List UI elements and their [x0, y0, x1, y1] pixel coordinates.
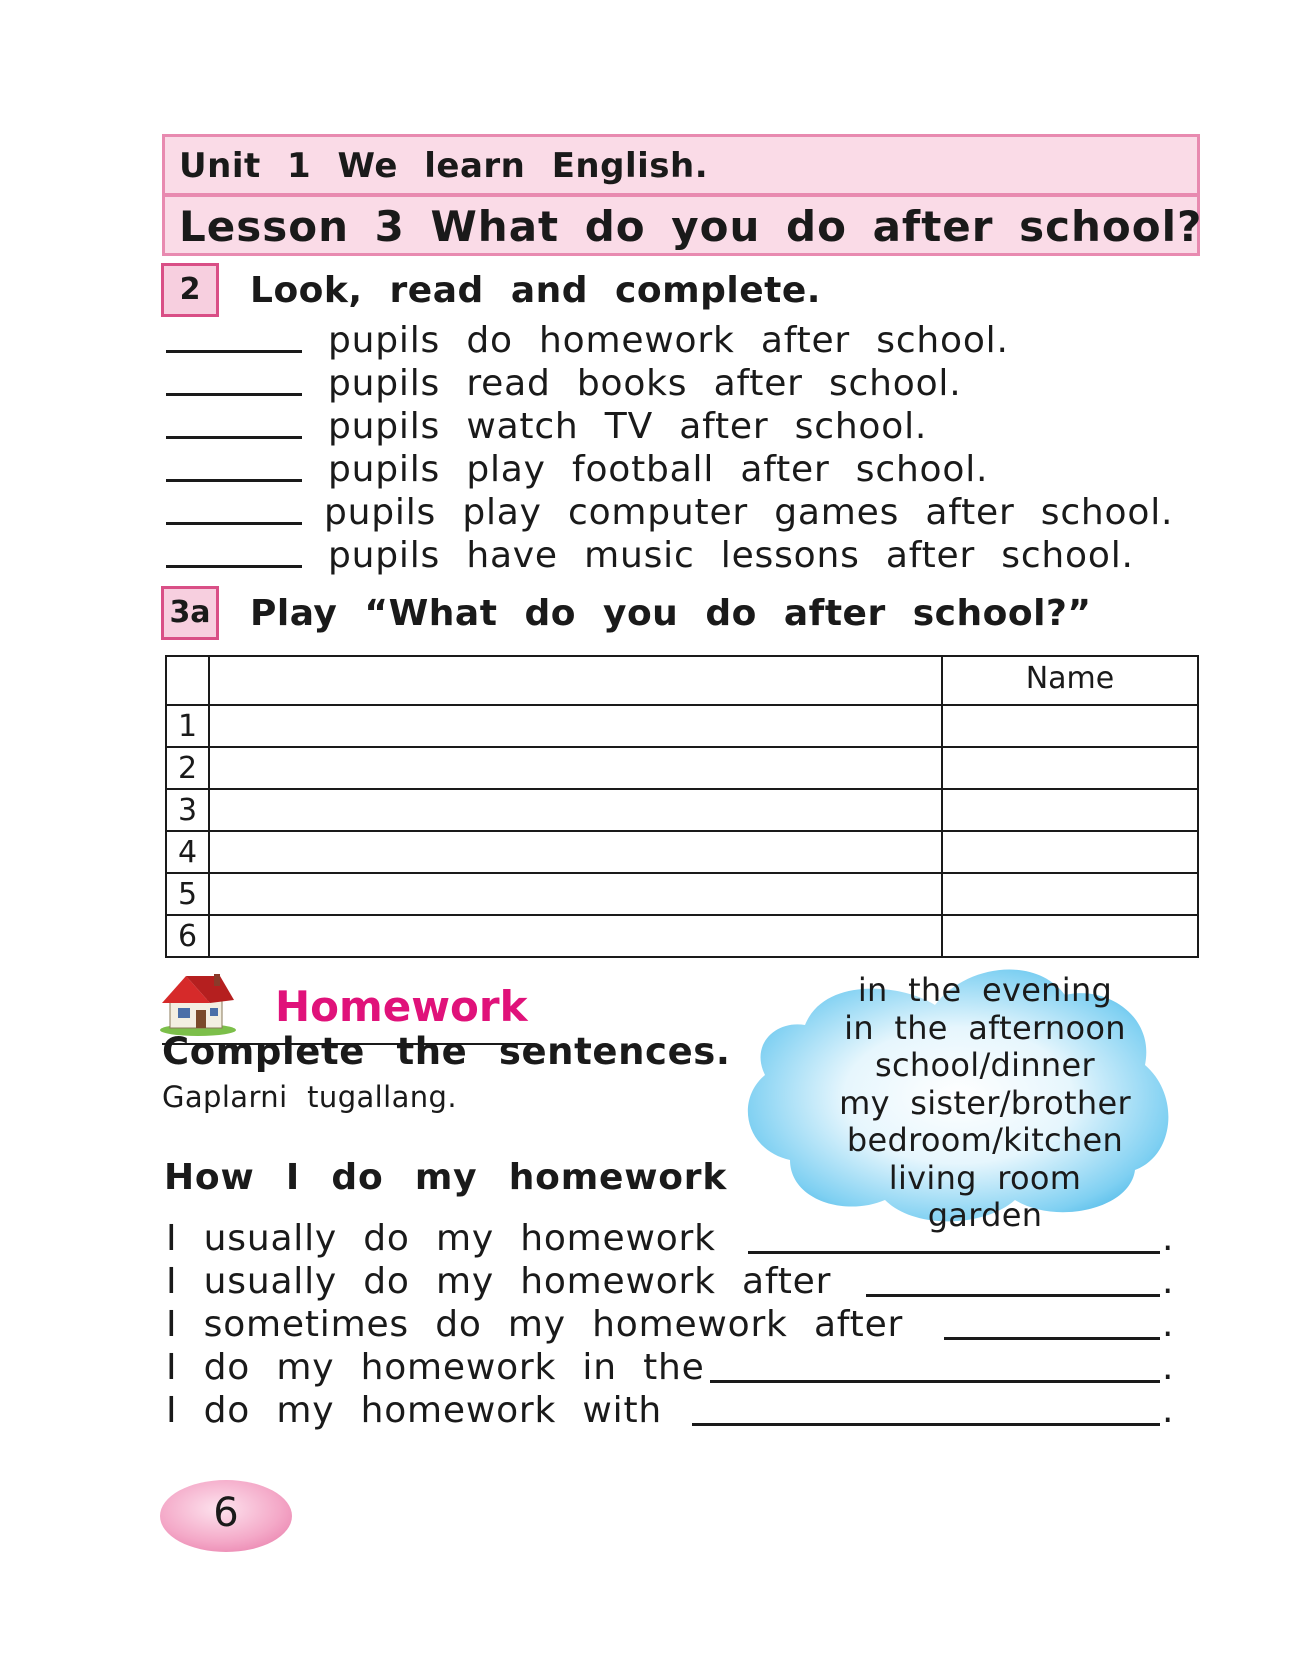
table-row	[166, 831, 1198, 873]
list-item: pupils have music lessons after school.	[328, 535, 1134, 576]
answer-blank[interactable]	[166, 436, 302, 439]
list-item: I usually do my homework	[166, 1218, 716, 1259]
period: .	[1162, 1218, 1174, 1259]
exercise-3a-number: 3a	[161, 586, 219, 640]
word-bank-item: school/dinner	[875, 1046, 1095, 1084]
table-row	[166, 705, 1198, 747]
answer-blank[interactable]	[944, 1337, 1160, 1340]
answer-blank[interactable]	[166, 350, 302, 353]
name-cell[interactable]	[942, 831, 1198, 873]
word-bank-item: in the afternoon	[844, 1008, 1126, 1047]
row-number: 1	[166, 705, 209, 747]
table-row	[166, 789, 1198, 831]
answer-blank[interactable]	[710, 1380, 1160, 1383]
house-icon	[158, 970, 238, 1036]
answer-blank[interactable]	[166, 565, 302, 568]
answer-blank[interactable]	[166, 479, 302, 482]
table-row	[166, 915, 1198, 957]
answer-blank[interactable]	[692, 1423, 1160, 1426]
name-cell[interactable]	[942, 789, 1198, 831]
name-column-header: Name	[942, 656, 1198, 705]
period: .	[1162, 1304, 1174, 1345]
row-number: 3	[166, 789, 209, 831]
word-bank	[820, 972, 1150, 1235]
exercise-3a-title: Play “What do you do after school?”	[250, 593, 1092, 634]
activity-cell[interactable]	[209, 747, 942, 789]
list-item: pupils watch TV after school.	[328, 406, 928, 447]
period: .	[1162, 1347, 1174, 1388]
name-cell[interactable]	[942, 915, 1198, 957]
word-bank-item: garden	[927, 1196, 1043, 1234]
activity-cell[interactable]	[209, 789, 942, 831]
survey-table	[165, 655, 1199, 958]
row-number: 5	[166, 873, 209, 915]
unit-banner	[162, 134, 1200, 196]
page-number: 6	[213, 1490, 239, 1536]
word-bank-item: in the evening	[857, 971, 1113, 1009]
list-item: I do my homework with	[166, 1390, 662, 1431]
exercise-2-title: Look, read and complete.	[250, 270, 821, 311]
word-bank-item: bedroom/kitchen	[846, 1121, 1124, 1159]
list-item: I sometimes do my homework after	[166, 1304, 904, 1345]
homework-subheading: How I do my homework	[164, 1157, 728, 1198]
answer-blank[interactable]	[866, 1294, 1160, 1297]
exercise-2-number: 2	[161, 263, 219, 317]
lesson-title: Lesson 3 What do you do after school?	[179, 202, 1203, 251]
list-item: pupils read books after school.	[328, 363, 962, 404]
row-number: 4	[166, 831, 209, 873]
name-cell[interactable]	[942, 873, 1198, 915]
table-header-row	[166, 656, 1198, 705]
activity-cell[interactable]	[209, 831, 942, 873]
table-cell[interactable]	[209, 656, 942, 705]
activity-cell[interactable]	[209, 873, 942, 915]
homework-title: Homework	[275, 982, 528, 1031]
table-row	[166, 873, 1198, 915]
period: .	[1162, 1261, 1174, 1302]
list-item: I usually do my homework after	[166, 1261, 832, 1302]
name-cell[interactable]	[942, 705, 1198, 747]
lesson-banner	[162, 194, 1203, 256]
name-cell[interactable]	[942, 747, 1198, 789]
table-cell	[166, 656, 209, 705]
word-bank-item: living room	[888, 1158, 1082, 1197]
table-row	[166, 747, 1198, 789]
answer-blank[interactable]	[166, 522, 302, 525]
activity-cell[interactable]	[209, 915, 942, 957]
activity-cell[interactable]	[209, 705, 942, 747]
word-bank-item: my sister/brother	[839, 1083, 1131, 1122]
homework-instruction: Complete the sentences.	[162, 1030, 731, 1073]
homework-instruction-translation: Gaplarni tugallang.	[162, 1080, 457, 1114]
unit-title: Unit 1 We learn English.	[179, 146, 709, 186]
row-number: 2	[166, 747, 209, 789]
list-item: pupils do homework after school.	[328, 320, 1009, 361]
list-item: pupils play football after school.	[328, 449, 989, 490]
answer-blank[interactable]	[166, 393, 302, 396]
list-item: I do my homework in the	[166, 1347, 705, 1388]
period: .	[1162, 1390, 1174, 1431]
row-number: 6	[166, 915, 209, 957]
list-item: pupils play computer games after school.	[324, 492, 1174, 533]
answer-blank[interactable]	[748, 1251, 1160, 1254]
